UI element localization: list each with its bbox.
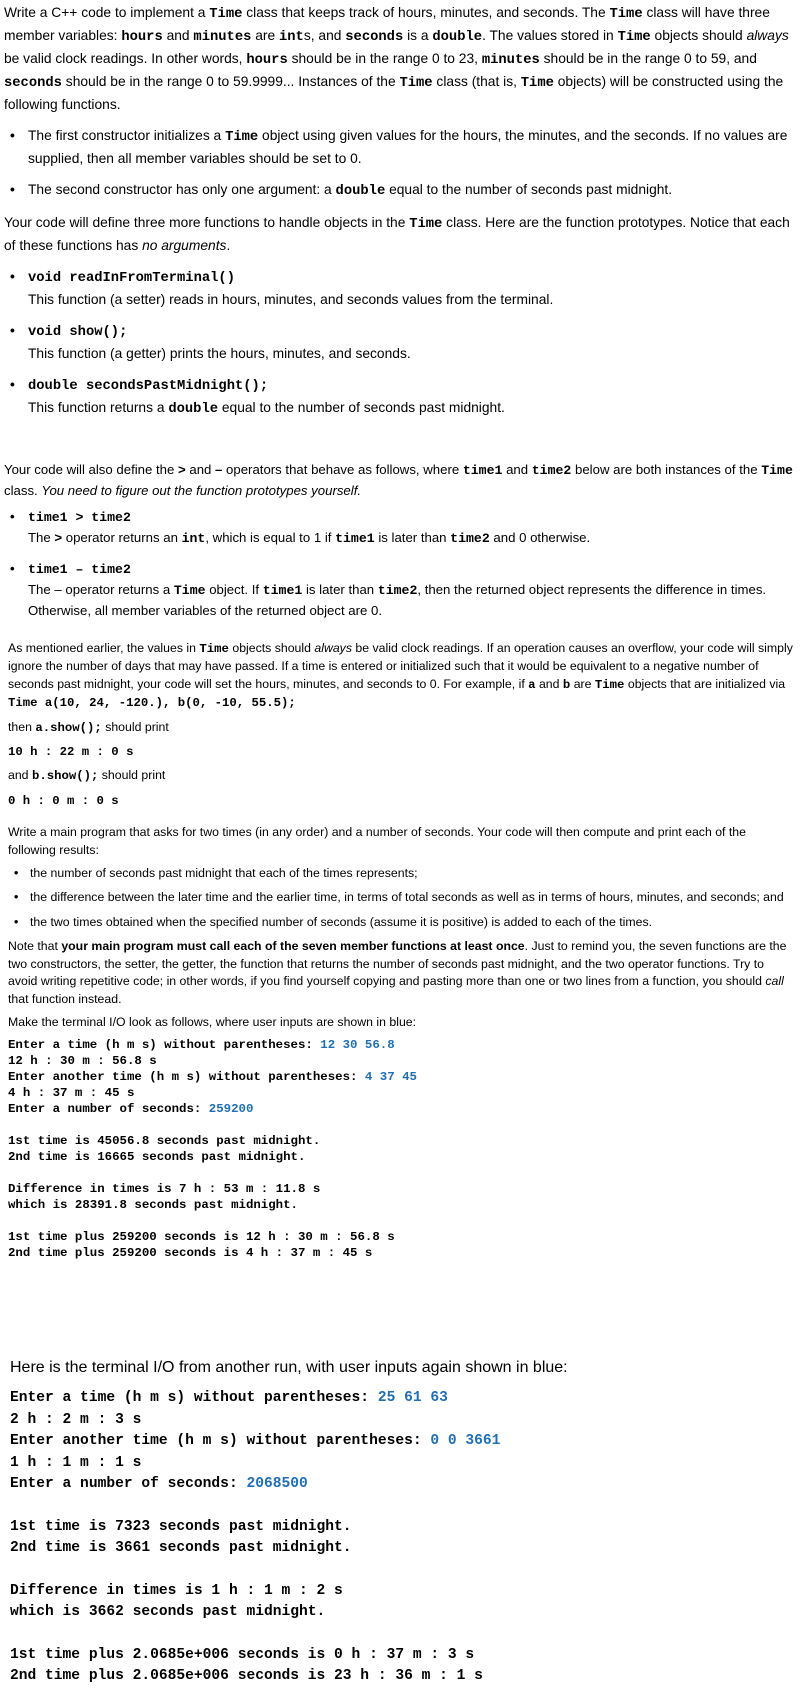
text-run: s, and (303, 28, 346, 43)
text-run: objects that are initialized via (624, 676, 786, 691)
inline-code: Time (617, 30, 651, 45)
inline-code: double (335, 184, 386, 199)
text-run: The second constructor has only one argument: a (28, 182, 336, 197)
intro-section (4, 2, 794, 430)
text-run: and (185, 462, 216, 477)
inline-code: time2 (377, 583, 418, 598)
user-input: 0 0 3661 (430, 1433, 501, 1449)
text-run: equal to the number of seconds past midnight. (218, 400, 505, 415)
text-run: object using given values for the hours, the minutes, and the seconds. If no values are supplied, then all member variables should be set to 0. (28, 128, 788, 166)
results-item-1: • the number of seconds past midnight that each of the times represents; (8, 865, 794, 882)
function-item-show (4, 320, 794, 364)
terminal-text: 2nd time is 16665 seconds past midnight. (8, 1150, 306, 1165)
text-run: Make the terminal I/O look as follows, where user inputs are shown in blue: (8, 1014, 417, 1029)
terminal-text: which is 28391.8 seconds past midnight. (8, 1198, 298, 1213)
text-run: and (535, 676, 563, 691)
operators-paragraph (4, 460, 794, 501)
operator-description (28, 528, 794, 549)
inline-code: double (168, 402, 219, 417)
text-run: is a (403, 28, 433, 43)
italic-text: You need to figure out the function prototypes yourself. (41, 483, 362, 498)
requirements-section (8, 640, 794, 1261)
italic-text: always (746, 28, 789, 43)
results-list (8, 865, 794, 931)
terminal-line (10, 1602, 794, 1624)
function-item-seconds (4, 374, 794, 420)
terminal-output-2 (10, 1388, 794, 1688)
text-run: . (226, 238, 231, 253)
operator-list (4, 507, 794, 621)
text-run: that function instead. (8, 991, 122, 1006)
italic-text: always (314, 641, 352, 655)
intro-paragraph (4, 2, 794, 115)
text-run: and 0 otherwise. (489, 530, 591, 545)
user-input: 12 30 56.8 (320, 1038, 395, 1053)
user-input: 2068500 (246, 1476, 308, 1492)
terminal-text: 1st time plus 259200 seconds is 12 h : 30 m : 56.8 s (8, 1230, 395, 1245)
text-run: Write a C++ code to implement a (4, 5, 210, 20)
inline-code: a.show(); (35, 720, 102, 735)
text-run: objects should (650, 28, 747, 43)
function-list (4, 266, 794, 420)
text-run: and (502, 462, 532, 477)
inline-code: time1 (262, 583, 303, 598)
terminal-blank-line (10, 1496, 794, 1517)
operator-expression: time1 > time2 (28, 510, 131, 525)
text-run: . The values stored in (482, 28, 618, 43)
terminal-text: 4 h : 37 m : 45 s (8, 1086, 135, 1101)
terminal-line (8, 1085, 794, 1101)
terminal-text: 2nd time is 3661 seconds past midnight. (10, 1540, 352, 1556)
text-run: The – operator returns a (28, 582, 174, 597)
text-run: . Just to remind you, the seven functions are the two constructors, the setter, the getter, the function that returns the number of seconds past midnight, and the two operator functions. Try to avoid writing repetitive code; in other words, if you find yourself copying and pasting more than one or two lines from a function, you should (8, 939, 787, 989)
text-run: below are both instances of the (571, 462, 762, 477)
terminal-line (8, 1229, 794, 1245)
terminal-text: Enter a number of seconds: (8, 1102, 209, 1117)
terminal-output-1 (8, 1037, 794, 1261)
terminal-text: 1st time is 45056.8 seconds past midnight. (8, 1134, 321, 1149)
user-input: 259200 (208, 1102, 254, 1117)
text-run: should be in the range 0 to 59.9999... Instances of the (61, 74, 400, 89)
terminal-blank-line (8, 1213, 794, 1229)
terminal-line (10, 1538, 794, 1560)
text-run: This function returns a (28, 400, 169, 415)
note-paragraph (8, 938, 794, 1008)
terminal-line (10, 1453, 794, 1475)
operator-expression: time1 – time2 (28, 562, 131, 577)
function-description: This function (a getter) prints the hours, minutes, and seconds. (28, 346, 411, 361)
function-description: This function (a setter) reads in hours, minutes, and seconds values from the terminal. (28, 292, 554, 307)
text-run: equal to the number of seconds past midnight. (385, 182, 673, 197)
inline-code: Time (199, 642, 229, 656)
second-run-heading: Here is the terminal I/O from another run, with user inputs again shown in blue: (10, 1359, 568, 1376)
terminal-line (8, 1133, 794, 1149)
inline-code: time1 (335, 531, 375, 546)
inline-code: time2 (450, 531, 490, 546)
text-run: class that keeps track of hours, minutes, and seconds. The (242, 5, 610, 20)
second-run-section (10, 1356, 794, 1688)
terminal-line (10, 1410, 794, 1432)
function-prototype: void show(); (28, 325, 128, 340)
terminal-line (10, 1517, 794, 1539)
overflow-paragraph (8, 640, 794, 713)
inline-code: Time (399, 76, 433, 91)
inline-code: int (181, 531, 206, 546)
bold-text: > (54, 530, 63, 545)
operator-item-minus (4, 559, 794, 621)
text-run: and (162, 28, 194, 43)
inline-code: minutes (193, 30, 252, 45)
terminal-text: Enter a time (h m s) without parentheses: (10, 1390, 378, 1406)
text-run: object. If (205, 582, 263, 597)
inline-code: seconds (345, 30, 404, 45)
terminal-blank-line (10, 1624, 794, 1645)
terminal-text: Enter another time (h m s) without parentheses: (8, 1070, 365, 1085)
italic-text: call (765, 974, 784, 989)
terminal-line (10, 1474, 794, 1496)
terminal-line (8, 1053, 794, 1069)
inline-code: a (528, 677, 536, 692)
text-run: As mentioned earlier, the values in (8, 641, 200, 655)
text-run: Write a main program that asks for two times (in any order) and a number of seconds. Your code will then compute and print each of the following results: (8, 825, 746, 857)
functions-paragraph (4, 212, 794, 256)
terminal-text: Enter a time (h m s) without parentheses: (8, 1038, 321, 1053)
inline-code: seconds (4, 76, 62, 91)
inline-code: minutes (481, 53, 540, 68)
text-run: Note that (8, 939, 62, 954)
text-run: be valid clock readings. If an operation causes an overflow, your code will simply ignore the number of days that may have passed. If a time is entered or initialized such that it would be equivalent to a negative number of seconds past midnight, your code will set the hours, minutes, and seconds to 0. For example, if (8, 641, 793, 691)
inline-code: Time (761, 463, 793, 478)
text-run: should be in the range 0 to 59, and (539, 51, 757, 66)
bold-text: – (215, 462, 223, 477)
inline-code: Time (409, 217, 443, 232)
terminal-line (8, 1181, 794, 1197)
bold-text: > (178, 462, 186, 477)
text-run: should print (98, 768, 166, 783)
user-input: 4 37 45 (364, 1070, 417, 1085)
text-run: class (that is, (432, 74, 521, 89)
text-run: , which is equal to 1 if (205, 530, 336, 545)
constructor-item-1 (4, 125, 794, 169)
terminal-text: 2nd time plus 2.0685e+006 seconds is 23 h : 36 m : 1 s (10, 1668, 483, 1684)
terminal-line (10, 1388, 794, 1410)
constructor-list (4, 125, 794, 202)
constructor-item-2 (4, 179, 794, 202)
terminal-text: 12 h : 30 m : 56.8 s (8, 1054, 157, 1069)
io-intro (8, 1014, 794, 1031)
function-prototype: double secondsPastMidnight(); (28, 379, 269, 394)
text-run: objects) will be constructed using the following functions. (4, 74, 784, 112)
terminal-text: 1 h : 1 m : 1 s (10, 1454, 142, 1471)
text-run: operator returns an (62, 530, 182, 545)
then-line (8, 719, 794, 737)
bold-text: your main program must call each of the seven member functions at least once (61, 939, 525, 954)
terminal-blank-line (8, 1117, 794, 1133)
inline-code: time1 (462, 463, 503, 478)
terminal-line (8, 1245, 794, 1261)
terminal-text: 2nd time plus 259200 seconds is 4 h : 37 m : 45 s (8, 1246, 373, 1261)
text-run: is later than (374, 530, 451, 545)
terminal-line (8, 1197, 794, 1213)
text-run: are (251, 28, 279, 43)
inline-code: b.show(); (31, 769, 99, 784)
terminal-text: Enter another time (h m s) without parentheses: (10, 1433, 431, 1449)
text-run: are (570, 676, 595, 691)
text-run: class. (4, 483, 42, 498)
inline-code: int (279, 30, 304, 45)
inline-code: Time a(10, 24, -120.), b(0, -10, 55.5); (8, 696, 296, 711)
and-line (8, 767, 794, 785)
terminal-text: which is 3662 seconds past midnight. (10, 1604, 326, 1620)
inline-code: hours (246, 53, 288, 68)
text-run: Your code will define three more functions to handle objects in the (4, 215, 410, 230)
terminal-line (8, 1101, 794, 1117)
inline-code: Time (520, 76, 554, 91)
terminal-line (8, 1069, 794, 1085)
inline-code: Time (609, 7, 643, 22)
text-run: is later than (302, 582, 378, 597)
terminal-line (10, 1431, 794, 1453)
text-run: operators that behave as follows, where (222, 462, 463, 477)
inline-code: time2 (531, 463, 572, 478)
text-run: and (8, 768, 32, 783)
text-run: be valid clock readings. In other words, (4, 51, 247, 66)
results-item-2: • the difference between the later time and the earlier time, in terms of total seconds as well as in terms of hours, minutes, and seconds; and (8, 889, 794, 906)
terminal-blank-line (10, 1560, 794, 1581)
terminal-text: Difference in times is 7 h : 53 m : 11.8 s (8, 1182, 321, 1197)
inline-code: Time (209, 7, 243, 22)
user-input: 25 61 63 (377, 1390, 448, 1406)
text-run: class will have three member variables: (4, 5, 770, 43)
italic-text: no arguments (142, 238, 227, 253)
terminal-line (8, 1037, 794, 1053)
text-run: then (8, 719, 36, 734)
operator-description (28, 580, 794, 621)
inline-code: Time (594, 677, 625, 692)
terminal-line (8, 1149, 794, 1165)
text-run: should be in the range 0 to 23, (287, 51, 482, 66)
function-item-readin (4, 266, 794, 310)
text-run: should print (101, 719, 169, 734)
inline-code: hours (121, 30, 163, 45)
terminal-blank-line (8, 1165, 794, 1181)
b-output: 0 h : 0 m : 0 s (8, 793, 119, 808)
function-prototype: void readInFromTerminal() (28, 271, 235, 286)
text-run: Your code will also define the (4, 462, 178, 477)
inline-code: Time (225, 130, 259, 145)
text-run: , then the returned object represents the difference in times. Otherwise, all member variables of the returned object are 0. (28, 582, 767, 618)
operators-section (4, 460, 794, 631)
text-run: The (28, 530, 55, 545)
terminal-text: Enter a number of seconds: (10, 1476, 247, 1492)
terminal-line (10, 1645, 794, 1667)
inline-code: b (562, 677, 571, 692)
terminal-line (10, 1581, 794, 1603)
terminal-text: Difference in times is 1 h : 1 m : 2 s (10, 1582, 343, 1599)
text-run: objects should (228, 641, 315, 655)
text-run: The first constructor initializes a (28, 128, 226, 143)
operator-item-greater (4, 507, 794, 549)
inline-code: Time (173, 583, 206, 598)
text-run: class. Here are the function prototypes. Notice that each of these functions has (4, 215, 790, 253)
results-item-3: • the two times obtained when the specified number of seconds (assume it is positive) is added to each of the times. (8, 914, 794, 931)
inline-code: double (432, 30, 483, 45)
terminal-text: 1st time plus 2.0685e+006 seconds is 0 h : 37 m : 3 s (10, 1646, 475, 1663)
main-program-paragraph (8, 824, 794, 859)
a-output: 10 h : 22 m : 0 s (8, 745, 134, 760)
function-description (28, 397, 794, 420)
terminal-text: 1st time is 7323 seconds past midnight. (10, 1518, 352, 1535)
terminal-line (10, 1666, 794, 1688)
terminal-text: 2 h : 2 m : 3 s (10, 1411, 142, 1428)
